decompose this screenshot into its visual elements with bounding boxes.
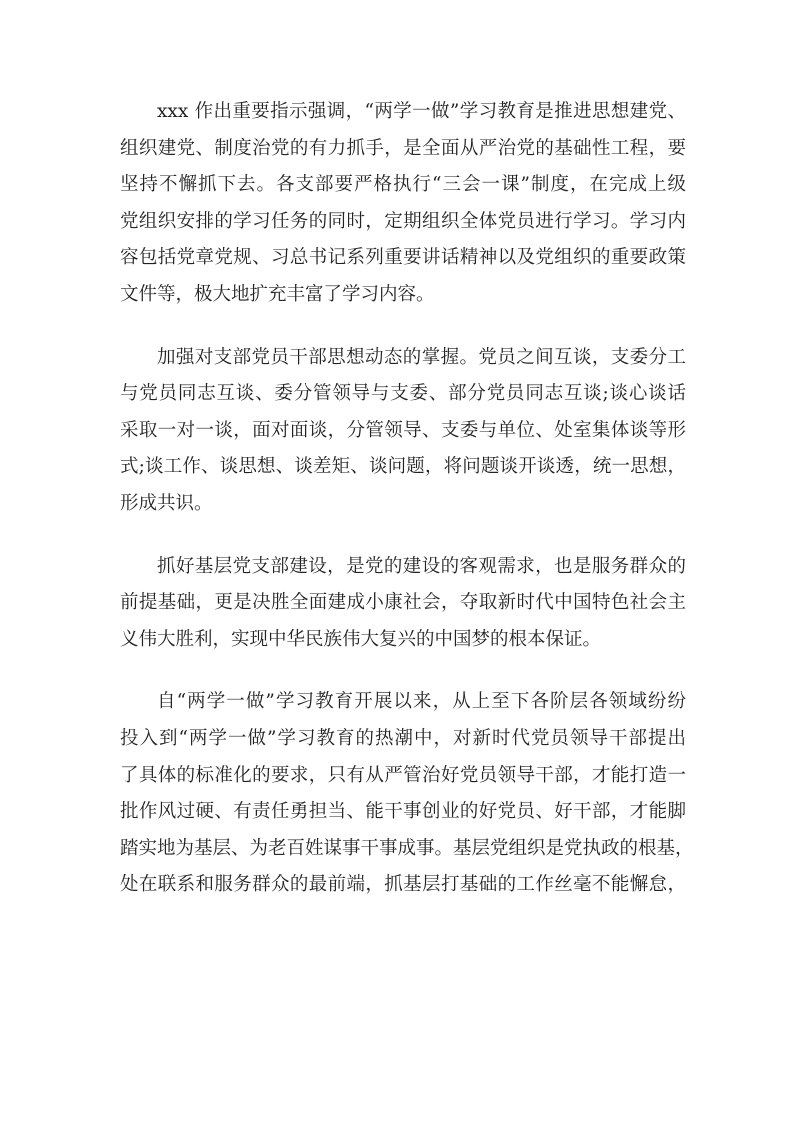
paragraph-line: 前提基础，更是决胜全面建成小康社会，夺取新时代中国特色社会主	[120, 592, 686, 614]
paragraph-line: 义伟大胜利，实现中华民族伟大复兴的中国梦的根本保证。	[120, 628, 602, 650]
paragraph-1	[120, 94, 686, 314]
paragraph-line: 投入到“两学一做”学习教育的热潮中，对新时代党员领导干部提出	[120, 727, 686, 749]
paragraph-line: 批作风过硬、有责任勇担当、能干事创业的好党员、好干部，才能脚	[120, 801, 686, 823]
paragraph-line: 采取一对一谈，面对面谈，分管领导、支委与单位、处室集体谈等形	[120, 419, 686, 441]
paragraph-3	[120, 549, 686, 659]
paragraph-line: 组织建党、制度治党的有力抓手，是全面从严治党的基础性工程，要	[120, 137, 686, 159]
document-body	[120, 94, 694, 904]
paragraph-line: 自“两学一做”学习教育开展以来，从上至下各阶层各领域纷纷	[157, 691, 686, 713]
paragraph-line: xxx 作出重要指示强调，“两学一做”学习教育是推进思想建党、	[157, 101, 686, 122]
paragraph-line: 党组织安排的学习任务的同时，定期组织全体党员进行学习。学习内	[120, 210, 686, 232]
paragraph-line: 加强对支部党员干部思想动态的掌握。党员之间互谈，支委分工	[157, 346, 686, 368]
paragraph-line: 式;谈工作、谈思想、谈差矩、谈问题，将问题谈开谈透，统一思想，	[120, 456, 686, 478]
paragraph-line: 处在联系和服务群众的最前端，抓基层打基础的工作丝毫不能懈怠，	[120, 874, 686, 896]
paragraph-gap	[120, 314, 686, 340]
paragraph-line: 形成共识。	[120, 492, 213, 514]
paragraph-line: 坚持不懈抓下去。各支部要严格执行“三会一课”制度，在完成上级	[120, 174, 686, 196]
paragraph-line: 抓好基层党支部建设，是党的建设的客观需求，也是服务群众的	[157, 555, 686, 577]
paragraph-line: 容包括党章党规、习总书记系列重要讲话精神以及党组织的重要政策	[120, 247, 686, 269]
paragraph-gap	[120, 523, 686, 549]
paragraph-2	[120, 340, 686, 523]
paragraph-line: 了具体的标准化的要求，只有从严管治好党员领导干部，才能打造一	[120, 764, 686, 786]
paragraph-gap	[120, 658, 686, 684]
paragraph-line: 与党员同志互谈、委分管领导与支委、部分党员同志互谈;谈心谈话	[120, 383, 686, 405]
paragraph-line: 文件等，极大地扩充丰富了学习内容。	[120, 283, 435, 305]
paragraph-4	[120, 684, 694, 904]
paragraph-line: 踏实地为基层、为老百姓谋事干事成事。基层党组织是党执政的根基，	[120, 837, 694, 859]
